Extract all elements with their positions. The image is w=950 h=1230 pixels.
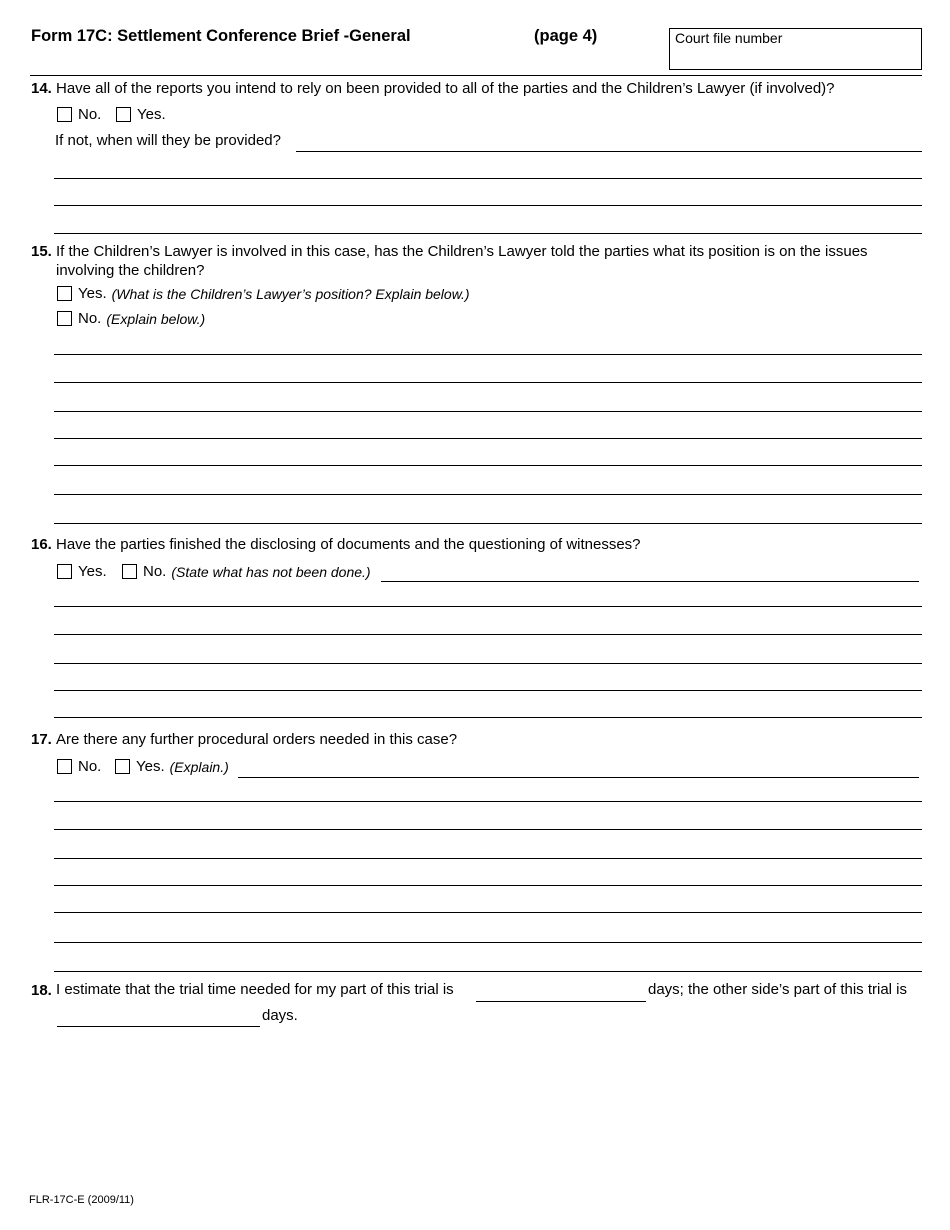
q16-option-yes[interactable] (57, 563, 107, 580)
q14-number: 14. (31, 80, 52, 97)
q14-no-checkbox[interactable] (57, 107, 72, 122)
q17-answer-line[interactable] (54, 912, 922, 913)
q17-answer-line[interactable] (54, 801, 922, 802)
q18-text-b: days; the other side’s part of this trial is (648, 981, 908, 998)
q17-option-no[interactable] (57, 758, 101, 775)
q16-option-no[interactable] (122, 563, 371, 580)
court-file-number-label: Court file number (675, 30, 783, 46)
q17-number: 17. (31, 731, 52, 748)
q15-number: 15. (31, 243, 52, 260)
q18-text-a: I estimate that the trial time needed for my part of this trial is (56, 981, 454, 998)
q14-text: Have all of the reports you intend to rely on been provided to all of the parties and the Children’s Lawyer (if involved)? (56, 80, 835, 97)
q17-no-label: No. (78, 758, 102, 775)
q14-yes-checkbox[interactable] (116, 107, 131, 122)
q15-yes-checkbox[interactable] (57, 286, 72, 301)
q15-yes-label: Yes. (78, 285, 107, 302)
q14-option-yes[interactable] (116, 106, 166, 123)
q14-followup-label: If not, when will they be provided? (55, 132, 281, 149)
q16-answer-line[interactable] (54, 690, 922, 691)
q17-no-checkbox[interactable] (57, 759, 72, 774)
q16-answer-line[interactable] (54, 634, 922, 635)
q17-answer-line[interactable] (54, 858, 922, 859)
q15-answer-line[interactable] (54, 411, 922, 412)
q17-yes-note: (Explain.) (169, 758, 229, 775)
q18-my-days-field[interactable] (476, 1001, 646, 1002)
q15-answer-line[interactable] (54, 494, 922, 495)
q18-text-c: days. (262, 1007, 298, 1024)
q14-no-label: No. (78, 106, 102, 123)
q17-text: Are there any further procedural orders needed in this case? (56, 731, 458, 748)
q15-no-note: (Explain below.) (106, 310, 206, 327)
q15-answer-line[interactable] (54, 438, 922, 439)
q17-answer-line[interactable] (54, 885, 922, 886)
q16-yes-label: Yes. (78, 563, 107, 580)
q16-no-checkbox[interactable] (122, 564, 137, 579)
q14-answer-line[interactable] (54, 205, 922, 206)
q14-answer-line[interactable] (54, 233, 922, 234)
q16-answer-line[interactable] (54, 663, 922, 664)
q14-option-no[interactable] (57, 106, 101, 123)
q16-number: 16. (31, 536, 52, 553)
q16-answer-line[interactable] (54, 606, 922, 607)
q16-text: Have the parties finished the disclosing of documents and the questioning of witnesses? (56, 536, 641, 553)
q16-answer-line[interactable] (54, 717, 922, 718)
q16-no-note: (State what has not been done.) (171, 563, 371, 580)
form-title: Form 17C: Settlement Conference Brief -General (31, 27, 411, 45)
q14-answer-line[interactable] (54, 178, 922, 179)
q16-no-label: No. (143, 563, 167, 580)
form-code: FLR-17C-E (2009/11) (29, 1194, 134, 1206)
q15-option-yes[interactable] (57, 285, 470, 302)
court-file-number-field[interactable] (669, 28, 922, 70)
q15-answer-line[interactable] (54, 354, 922, 355)
q15-answer-line[interactable] (54, 523, 922, 524)
q18-other-days-field[interactable] (57, 1026, 260, 1027)
q15-text: If the Children’s Lawyer is involved in this case, has the Children’s Lawyer told the parties what its position is on the issues involving the children? (56, 243, 868, 279)
q17-answer-line[interactable] (238, 777, 919, 778)
q15-no-label: No. (78, 310, 102, 327)
q14-yes-label: Yes. (137, 106, 166, 123)
q17-answer-line[interactable] (54, 971, 922, 972)
page-number: (page 4) (534, 27, 598, 45)
q17-yes-checkbox[interactable] (115, 759, 130, 774)
q16-answer-line[interactable] (381, 581, 919, 582)
q15-no-checkbox[interactable] (57, 311, 72, 326)
q15-answer-line[interactable] (54, 465, 922, 466)
q15-answer-line[interactable] (54, 382, 922, 383)
q16-yes-checkbox[interactable] (57, 564, 72, 579)
q15-yes-note: (What is the Children’s Lawyer’s position? Explain below.) (111, 285, 470, 302)
q14-answer-line[interactable] (296, 151, 922, 152)
q17-answer-line[interactable] (54, 942, 922, 943)
q17-option-yes[interactable] (115, 758, 229, 775)
q15-option-no[interactable] (57, 310, 205, 327)
q17-yes-label: Yes. (136, 758, 165, 775)
header-divider (30, 75, 922, 76)
q17-answer-line[interactable] (54, 829, 922, 830)
q18-number: 18. (31, 982, 52, 999)
